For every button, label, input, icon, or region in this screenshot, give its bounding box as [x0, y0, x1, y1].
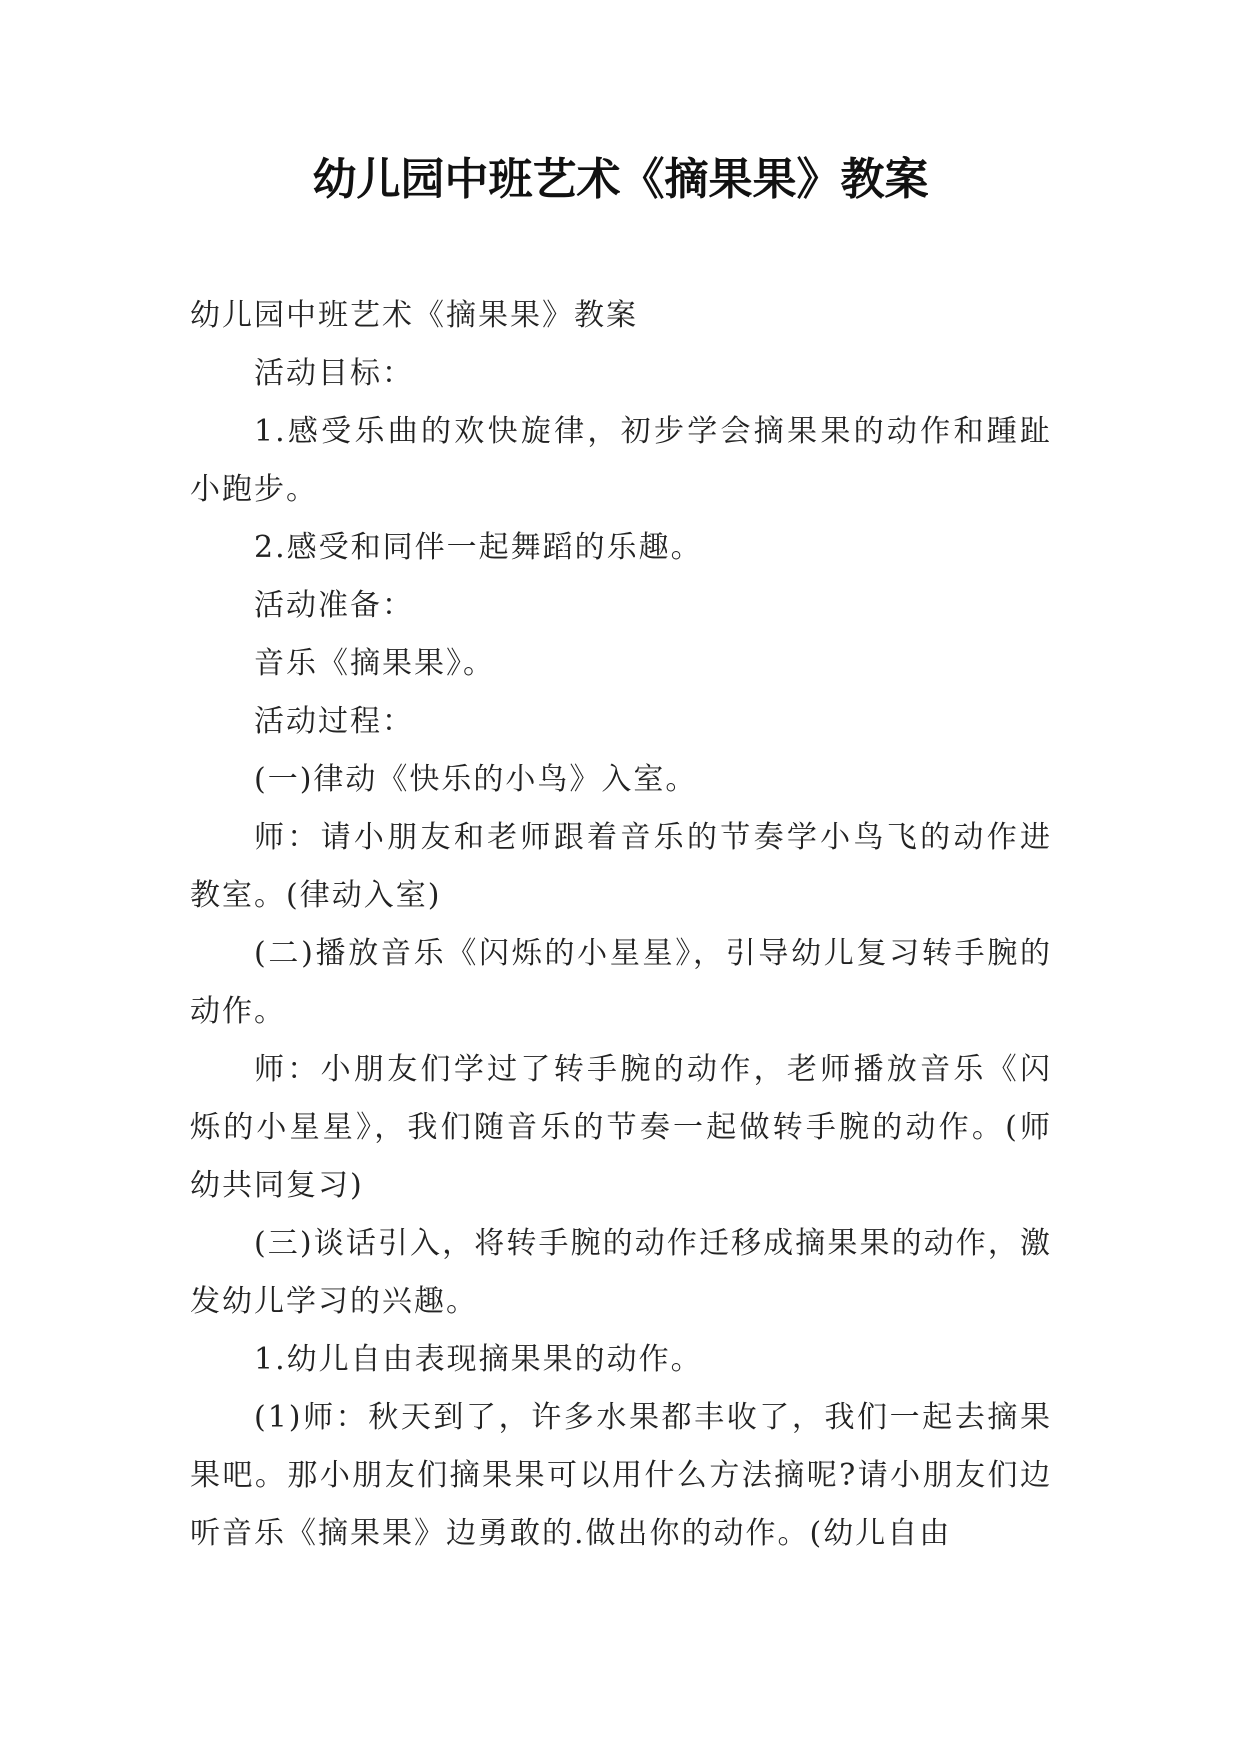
paragraph-step-3-item-1: 1.幼儿自由表现摘果果的动作。 — [254, 1342, 703, 1377]
paragraph-step-2-detail: 师：小朋友们学过了转手腕的动作，老师播放音乐《闪烁的小星星》，我们随音乐的节奏一起做转手腕的动作。(师幼共同复习) — [190, 1052, 1052, 1203]
paragraph-goal-2: 2.感受和同伴一起舞蹈的乐趣。 — [254, 530, 703, 565]
paragraph-preparation-heading: 活动准备： — [254, 588, 414, 623]
paragraph-step-3-item-1-detail: (1)师：秋天到了，许多水果都丰收了，我们一起去摘果果吧。那小朋友们摘果果可以用什么方法摘呢?请小朋友们边听音乐《摘果果》边勇敢的.做出你的动作。(幼儿自由 — [190, 1400, 1052, 1551]
document-body — [190, 287, 1052, 1563]
paragraph-goals-heading: 活动目标： — [254, 356, 414, 391]
document-title: 幼儿园中班艺术《摘果果》教案 — [312, 154, 929, 205]
paragraph-goal-1: 1.感受乐曲的欢快旋律，初步学会摘果果的动作和踵趾小跑步。 — [190, 414, 1052, 507]
paragraph-step-2: (二)播放音乐《闪烁的小星星》，引导幼儿复习转手腕的动作。 — [190, 936, 1052, 1029]
paragraph-heading-repeat: 幼儿园中班艺术《摘果果》教案 — [190, 298, 638, 333]
paragraph-step-3: (三)谈话引入，将转手腕的动作迁移成摘果果的动作，激发幼儿学习的兴趣。 — [190, 1226, 1052, 1319]
paragraph-process-heading: 活动过程： — [254, 704, 414, 739]
paragraph-preparation: 音乐《摘果果》。 — [254, 646, 495, 681]
paragraph-step-1-detail: 师：请小朋友和老师跟着音乐的节奏学小鸟飞的动作进教室。(律动入室) — [190, 820, 1052, 913]
paragraph-step-1: (一)律动《快乐的小鸟》入室。 — [254, 762, 698, 797]
